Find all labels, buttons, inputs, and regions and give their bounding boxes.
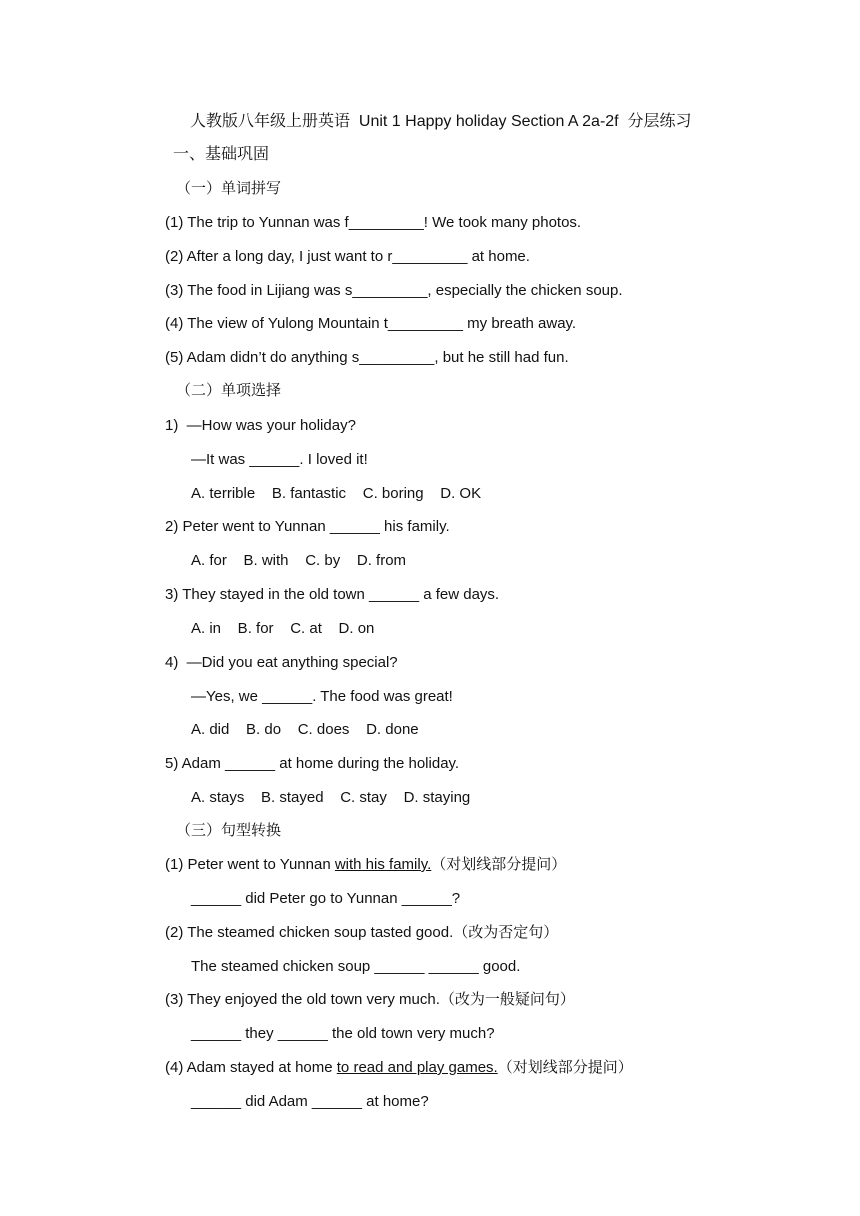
choice-options: A. for B. with C. by D. from [191,552,407,569]
choice-question: 3) They stayed in the old town ______ a few days. [165,586,500,603]
transform-item: (2) The steamed chicken soup tasted good.（改为否定句） [165,924,559,941]
transform-item: (3) They enjoyed the old town very much.（改为一般疑问句） [165,991,575,1008]
transform-text: (4) Adam stayed at home [165,1059,337,1076]
choice-question: 5) Adam ______ at home during the holiday. [165,755,460,772]
transform-answer: The steamed chicken soup ______ ______ good. [191,958,521,975]
transform-answer: ______ did Adam ______ at home? [191,1093,429,1110]
spelling-item: (5) Adam didn’t do anything s_________, but he still had fun. [165,349,569,366]
choice-options: A. in B. for C. at D. on [191,620,375,637]
transform-answer: ______ did Peter go to Yunnan ______? [191,890,461,907]
choice-options: A. terrible B. fantastic C. boring D. OK [191,485,482,502]
choice-question: 2) Peter went to Yunnan ______ his family. [165,518,450,535]
part1-heading: （一）单词拼写 [176,180,282,197]
transform-text: (1) Peter went to Yunnan [165,856,335,873]
choice-question: 1) —How was your holiday? [165,417,356,434]
choice-question-line: —It was ______. I loved it! [191,451,368,468]
instruction-text: （对划线部分提问） [431,856,567,873]
spelling-item: (2) After a long day, I just want to r_________ at home. [165,248,530,265]
underlined-text: with his family. [334,856,432,873]
transform-item [165,855,566,875]
section-heading: 一、基础巩固 [173,146,270,163]
part3-heading: （三）句型转换 [176,822,282,839]
choice-question: 4) —Did you eat anything special? [165,654,398,671]
transform-item [165,1058,633,1078]
choice-options: A. did B. do C. does D. done [191,721,419,738]
choice-options: A. stays B. stayed C. stay D. staying [191,789,471,806]
spelling-item: (4) The view of Yulong Mountain t_________ my breath away. [165,315,577,332]
spelling-item: (3) The food in Lijiang was s_________, especially the chicken soup. [165,282,623,299]
instruction-text: （对划线部分提问） [497,1059,633,1076]
spelling-item: (1) The trip to Yunnan was f_________! We took many photos. [165,214,582,231]
transform-answer: ______ they ______ the old town very much? [191,1025,495,1042]
page-title: 人教版八年级上册英语 Unit 1 Happy holiday Section A 2a-2f 分层练习 [190,113,692,130]
part2-heading: （二）单项选择 [176,382,282,399]
choice-question-line: —Yes, we ______. The food was great! [191,688,453,705]
underlined-text: to read and play games. [336,1059,498,1076]
